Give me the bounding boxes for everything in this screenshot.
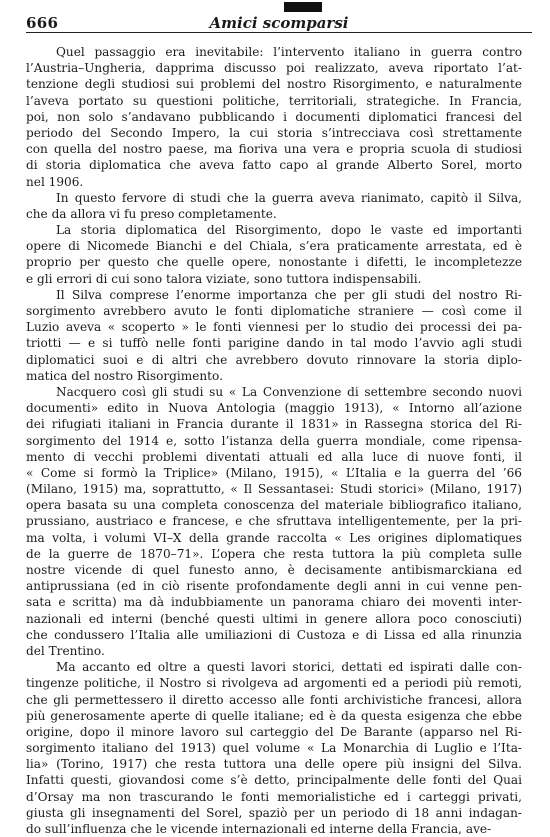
text-line: Ma accanto ed oltre a questi lavori storici, dettati ed ispirati dalle con-: [56, 660, 522, 675]
text-line: e gli errori di cui sono talora viziate, sono tuttora indispensabili.: [26, 271, 422, 286]
text-line: do sull’influenza che le vicende internazionali ed interne della Francia, ave-: [26, 822, 492, 836]
page-number: 666: [26, 14, 59, 32]
text-line: ma volta, i volumi VI–X della grande raccolta « Les origines diplomatiques: [26, 530, 522, 545]
header-rule: [26, 32, 532, 33]
text-line: de la guerre de 1870–71». L’opera che resta tuttora la più completa sulle: [26, 546, 522, 561]
text-line: dei rifugiati italiani in Francia durante il 1831» in Rassegna storica del Ri-: [26, 417, 522, 432]
text-line: origine, dopo il minore lavoro sul carteggio del De Barante (apparso nel Ri-: [26, 724, 522, 739]
text-line: periodo del Secondo Impero, la cui storia s’intrecciava così strettamente: [26, 125, 522, 140]
text-line: sorgimento avrebbero avuto le fonti diplomatiche straniere — così come il: [26, 304, 522, 318]
text-line: di storia diplomatica che aveva fatto capo al grande Alberto Sorel, morto: [26, 158, 522, 173]
text-line: antiprussiana (ed in ciò risente profondamente degli anni in cui venne pen-: [26, 579, 522, 594]
text-line: sata e scritta) ma dà indubbiamente un panorama chiaro dei moventi inter-: [26, 595, 522, 610]
text-line: Il Silva comprese l’enorme importanza che per gli studi del nostro Ri-: [56, 287, 522, 302]
text-line: l’aveva portato su questioni politiche, territoriali, strategiche. In Francia,: [26, 93, 522, 108]
text-line: tenzione degli studiosi sui problemi del nostro Risorgimento, e naturalmente: [26, 77, 522, 92]
running-title: Amici scomparsi: [209, 14, 349, 32]
text-line: matica del nostro Risorgimento.: [26, 368, 223, 383]
text-line: Luzio aveva « scoperto » le fonti viennesi per lo studio dei processi dei pa-: [26, 320, 522, 335]
text-line: (Milano, 1915) ma, soprattutto, « Il Sessantasei: Studi storici» (Milano, 1917): [26, 482, 522, 497]
text-line: proprio per questo che quelle opere, nonostante i difetti, le incompletezze: [26, 255, 522, 270]
printing-mark: [284, 2, 322, 12]
text-line: poi, non solo s’andavano pubblicando i documenti diplomatici francesi del: [26, 109, 522, 124]
text-line: lia» (Torino, 1917) che resta tuttora una delle opere più insigni del Silva.: [26, 757, 522, 772]
text-line: triotti — e si tuffò nelle fonti parigine dando in tal modo l’avvio agli studi: [26, 336, 522, 351]
text-line: nel 1906.: [26, 174, 84, 189]
text-line: nazionali ed interni (benché questi ultimi in genere allora poco conosciuti): [26, 611, 522, 626]
text-line: d’Orsay ma non trascurando le fonti memorialistiche ed i carteggi privati,: [26, 789, 522, 804]
text-line: che condussero l’Italia alle umiliazioni di Custoza e di Lissa ed alla rinunzia: [26, 627, 522, 642]
text-line: con quella del nostro paese, ma fioriva una vera e propria scuola di studiosi: [26, 142, 522, 157]
text-line: sorgimento del 1914 e, sotto l’istanza della guerra mondiale, come ripensa-: [26, 433, 522, 448]
text-line: Infatti questi, giovandosi come s’è detto, principalmente delle fonti del Quai: [26, 773, 522, 788]
text-line: opera basata su una completa conoscenza del materiale bibliografico italiano,: [26, 498, 522, 513]
text-line: che da allora vi fu preso completamente.: [26, 206, 277, 221]
text-line: documenti» edito in Nuova Antologia (maggio 1913), « Intorno all’azione: [26, 401, 522, 416]
body-text: [26, 44, 522, 837]
text-line: La storia diplomatica del Risorgimento, dopo le vaste ed importanti: [56, 223, 522, 238]
text-line: « Come si formò la Triplice» (Milano, 1915), « L’Italia e la guerra del ’66: [26, 465, 522, 480]
text-line: diplomatici suoi e di altri che avrebbero dovuto rinnovare la storia diplo-: [26, 352, 522, 367]
text-line: Nacquero così gli studi su « La Convenzione di settembre secondo nuovi: [56, 384, 522, 399]
text-line: giusta gli insegnamenti del Sorel, spaziò per un periodo di 18 anni indagan-: [26, 805, 522, 820]
text-line: In questo fervore di studi che la guerra aveva rianimato, capitò il Silva,: [56, 190, 522, 205]
text-line: prussiano, austriaco e francese, e che sfruttava intelligentemente, per la pri-: [26, 514, 522, 529]
text-line: l’Austria–Ungheria, dapprima discusso poi realizzato, aveva riportato l’at-: [26, 61, 522, 76]
text-line: tingenze politiche, il Nostro si rivolgeva ad argomenti ed a periodi più remoti,: [26, 676, 522, 691]
text-line: che gli permettessero il diretto accesso alle fonti archivistiche francesi, allora: [26, 692, 522, 707]
text-line: Quel passaggio era inevitabile: l’intervento italiano in guerra contro: [56, 45, 522, 59]
text-line: opere di Nicomede Bianchi e del Chiala, s’era praticamente arrestata, ed è: [26, 239, 522, 254]
page-header: [26, 12, 532, 34]
text-line: sorgimento italiano del 1913) quel volume « La Monarchia di Luglio e l’Ita-: [26, 741, 522, 756]
text-line: mento di vecchi problemi diventati attuali ed alla luce di nuove fonti, il: [26, 449, 522, 464]
text-line: nostre vicende di quel funesto anno, è decisamente antibismarckiana ed: [26, 563, 522, 577]
text-line: del Trentino.: [26, 643, 105, 658]
text-line: più generosamente aperte di quelle italiane; ed è da questa esigenza che ebbe: [26, 708, 522, 723]
